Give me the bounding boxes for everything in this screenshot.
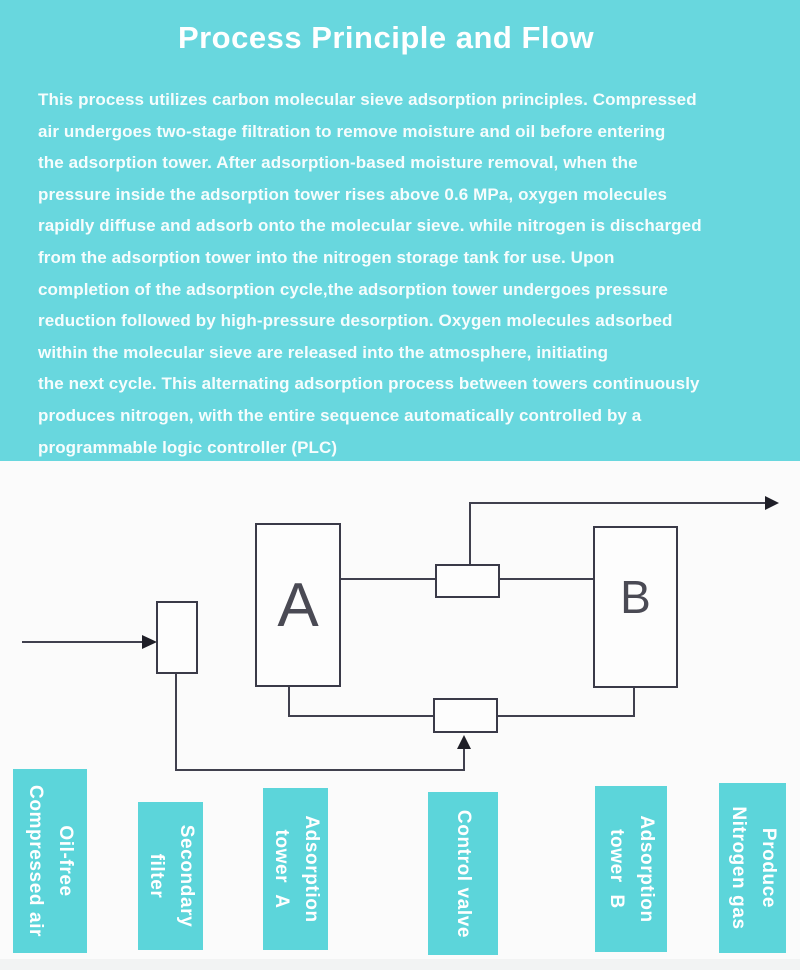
description-line-11: produces nitrogen, with the entire sequence automatically controlled by a [38,405,642,425]
label-text [141,825,201,928]
tower-b-drop-line [633,688,635,717]
description-line-6: from the adsorption tower into the nitrogen storage tank for use. Upon [38,247,615,267]
label-line: Oil-free [55,825,76,897]
label-control-valve [428,792,498,955]
label-line: Nitrogen gas [727,806,749,930]
tower-a-to-valve-line [341,578,435,580]
label-line: Secondary [175,824,197,928]
tower-a-bypass-line [288,715,433,717]
intro-panel [0,0,800,461]
tower-b-bypass-line [498,715,635,717]
label-secondary-filter [138,802,203,950]
description-line-2: air undergoes two-stage filtration to remove moisture and oil before entering [38,121,666,141]
page-title: Process Principle and Flow [177,20,595,55]
adsorption-tower-b-box [593,526,678,688]
description-line-5: rapidly diffuse and adsorb onto the molecular sieve. while nitrogen is discharged [38,216,702,236]
label-produce-nitrogen-gas [719,783,786,953]
description-line-10: the next cycle. This alternating adsorption process between towers continuously [38,374,700,394]
tower-a-letter: A [277,570,319,640]
label-oil-free-compressed-air [13,769,87,953]
tower-b-letter: B [620,571,651,623]
bottom-strip [0,959,800,970]
label-line: tower A [270,829,292,909]
inlet-arrowhead-icon [142,635,157,649]
inlet-line [22,641,142,643]
label-adsorption-tower-a [263,788,328,950]
description-line-9: within the molecular sieve are released into the atmosphere, initiating [38,342,609,362]
filter-drop-line [175,674,177,771]
description-line-8: reduction followed by high-pressure desorption. Oxygen molecules adsorbed [38,311,673,331]
label-line: Compressed air [25,784,46,938]
description-line-4: pressure inside the adsorption tower rises above 0.6 MPa, oxygen molecules [38,184,668,204]
control-valve-bottom-box [433,698,498,733]
label-text [266,815,326,922]
description-line-1: This process utilizes carbon molecular sieve adsorption principles. Compressed [38,90,697,109]
feed-riser-line [463,748,465,771]
feed-line [175,769,465,771]
description-line-12: programmable logic controller (PLC) [38,437,338,457]
description-line-3: the adsorption tower. After adsorption-based moisture removal, when the [38,153,638,173]
control-valve-top-box [435,564,500,598]
label-text [601,815,661,922]
adsorption-tower-a-box [255,523,341,687]
outlet-arrowhead-icon [765,496,779,510]
label-line: tower B [606,829,627,909]
label-text [723,806,783,929]
flow-diagram [0,461,800,771]
label-line: Adsorption [300,815,322,923]
label-line: filter [145,853,167,899]
valve-riser-line [469,502,471,564]
label-text [20,785,80,937]
outlet-line [469,502,765,504]
secondary-filter-box [156,601,198,674]
label-line: Adsorption [636,815,657,923]
valve-to-tower-b-line [500,578,593,580]
label-line: Control valve [453,809,474,938]
description-line-7: completion of the adsorption cycle,the adsorption tower undergoes pressure [38,279,668,299]
label-adsorption-tower-b [595,786,667,952]
tower-a-drop-line [288,687,290,717]
feed-arrowhead-icon [457,735,471,749]
label-line: Produce [757,827,779,909]
process-description [38,84,798,463]
label-text [448,809,478,937]
